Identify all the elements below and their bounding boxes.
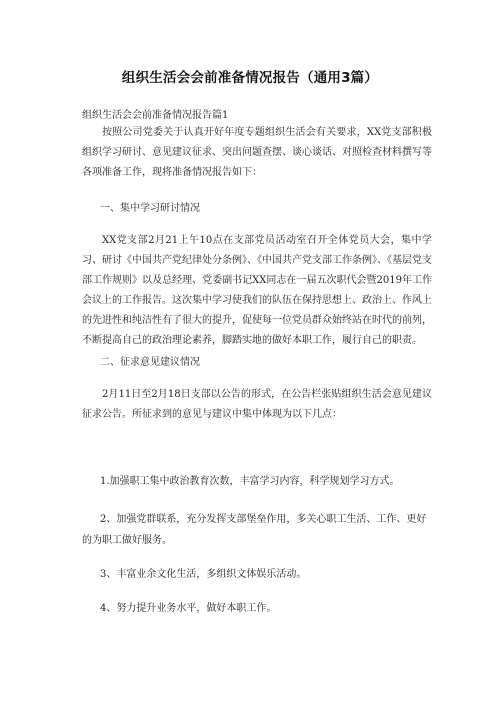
section-body-study: XX党支部2月21上午10点在支部党员活动室召开全体党员大会，集中学习、研讨《中国共产党纪律处分条例》、《中国共产党支部工作条例》、《基层党支部工作规则》以及总经理、党委副书记XX同志在一届五次职代会暨2019年工作会议上的工作报告。这次集中学习使我们的队伍在保持思想上、政治上、作风上的先进性和纯洁性有了很大的提升，促使每一位党员群众始终站在时代的前列，不断提高自己的政治理论素养，脚踏实地的做好本职工作，履行自己的职责。 <box>82 235 432 346</box>
document-subtitle: 组织生活会会前准备情况报告篇1 <box>82 110 229 121</box>
list-item: 2、加强党群联系，充分发挥支部堡垒作用，多关心职工生活、工作、更好的为职工做好服务。 <box>82 514 427 546</box>
section-heading-study: 一、集中学习研讨情况 <box>100 203 200 214</box>
list-item: 4、努力提升业务水平，做好本职工作。 <box>100 603 277 614</box>
document-title: 组织生活会会前准备情况报告（通用3篇） <box>121 70 379 86</box>
intro-paragraph: 按照公司党委关于认真开好年度专题组织生活会有关要求，XX党支部积极组织学习研讨、意见建议征求、突出问题查摆、谈心谈话、对照检查材料撰写等各项准备工作，现将准备情况报告如下： <box>82 127 432 178</box>
list-item: 3、丰富业余文化生活，多组织文体娱乐活动。 <box>100 569 307 580</box>
list-item: 1.加强职工集中政治教育次数，丰富学习内容，科学规划学习方式。 <box>100 476 400 487</box>
section-body-feedback: 2月11日至2月18日支部以公告的形式，在公告栏张贴组织生活会意见建议征求公告。所征求到的意见与建议中集中体现为以下几点： <box>82 389 432 420</box>
section-heading-feedback: 二、征求意见建议情况 <box>100 357 200 368</box>
